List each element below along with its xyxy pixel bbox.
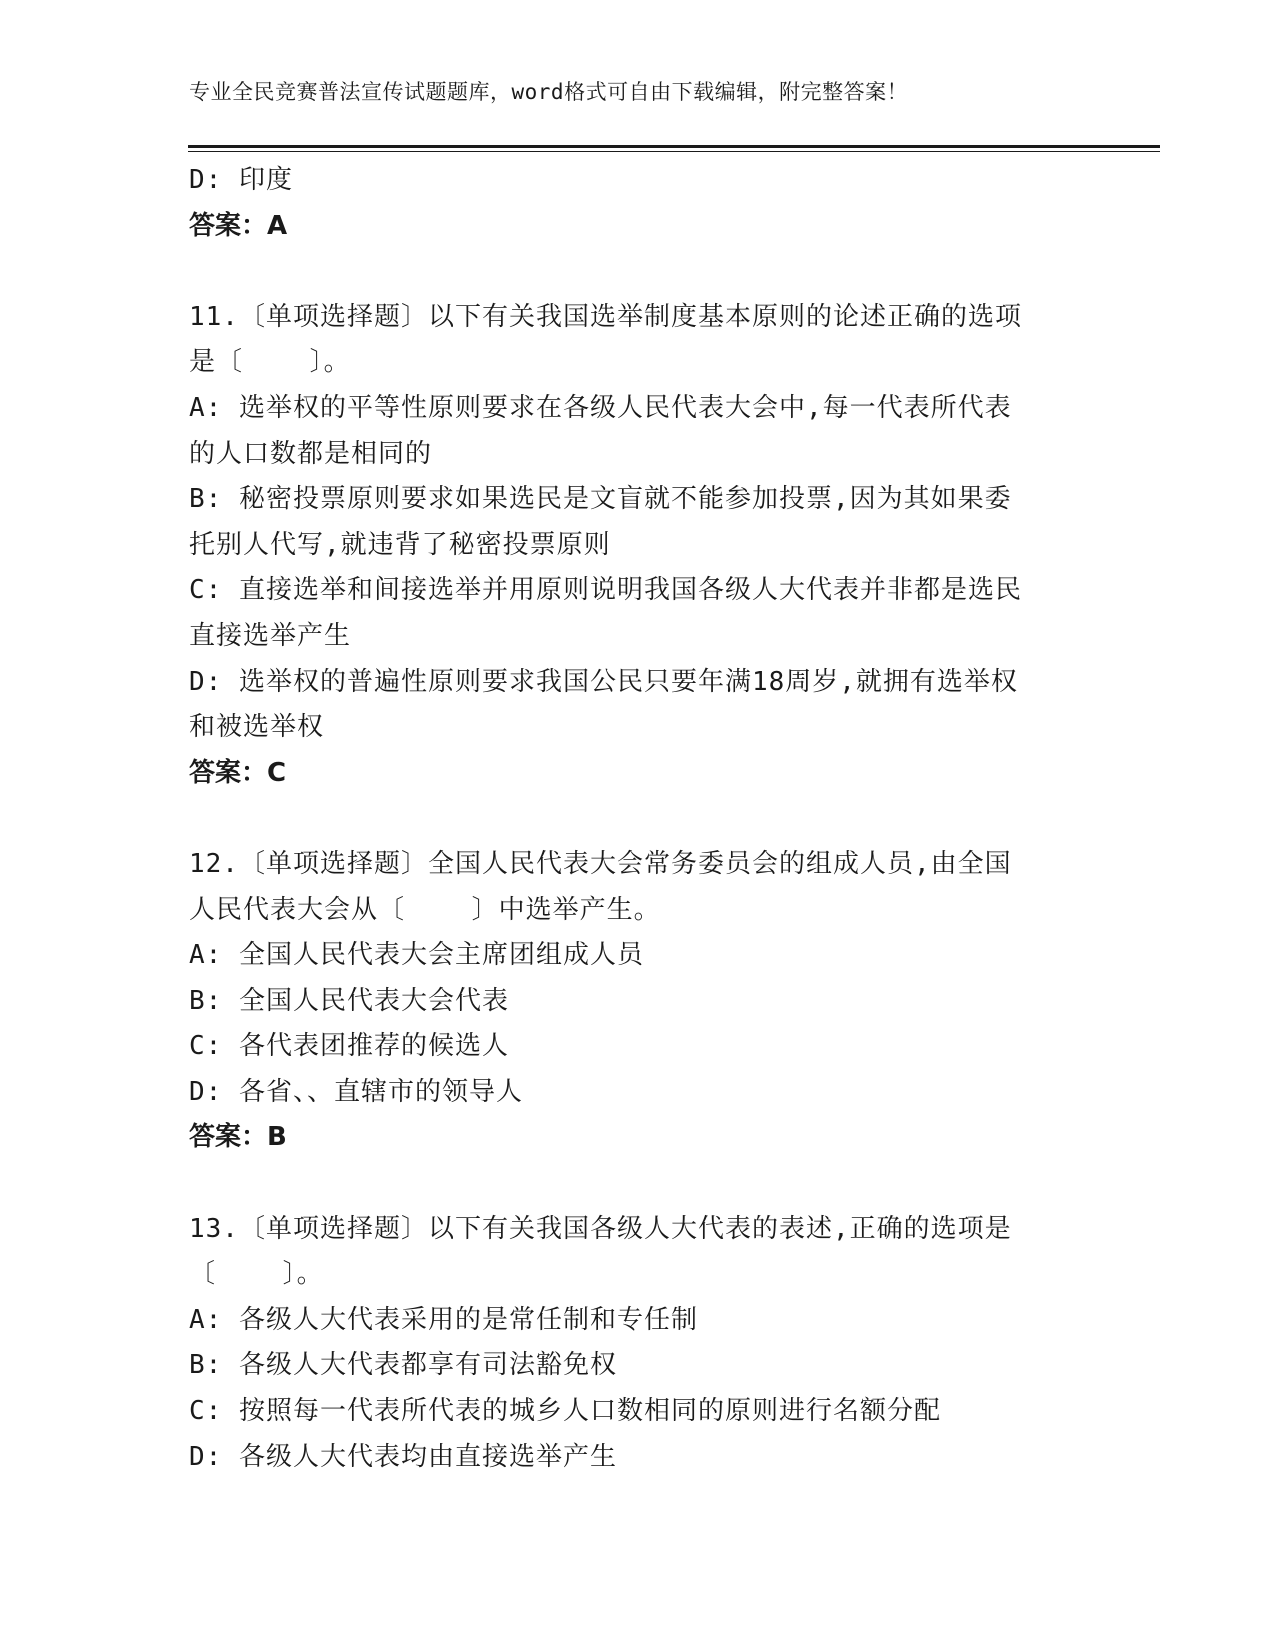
option-a: A: 选举权的平等性原则要求在各级人民代表大会中,每一代表所代表 (189, 392, 1012, 423)
option-a: A: 各级人大代表采用的是常任制和专任制 (189, 1304, 698, 1335)
question-stem: 人民代表大会从〔 〕中选举产生。 (189, 894, 661, 925)
question-stem: 〔 〕。 (189, 1259, 324, 1290)
header-rule-thin (188, 151, 1160, 152)
question-13 (189, 1207, 1089, 1481)
question-11 (189, 295, 1089, 797)
answer-line: 答案：C (189, 757, 287, 788)
spacer (189, 796, 1089, 842)
option-d: D: 选举权的普遍性原则要求我国公民只要年满18周岁,就拥有选举权 (189, 666, 1018, 697)
document-body (189, 158, 1089, 1480)
question-stem: 是〔 〕。 (189, 347, 351, 378)
spacer (189, 1161, 1089, 1207)
option-b: B: 全国人民代表大会代表 (189, 985, 509, 1016)
spacer (189, 249, 1089, 295)
option-d-cont: 和被选举权 (189, 712, 325, 743)
answer-line: 答案：B (189, 1122, 287, 1153)
page-header: 专业全民竞赛普法宣传试题题库，word格式可自由下载编辑，附完整答案！ (189, 80, 909, 104)
option-a: A: 全国人民代表大会主席团组成人员 (189, 940, 644, 971)
option-c: C: 按照每一代表所代表的城乡人口数相同的原则进行名额分配 (189, 1396, 941, 1427)
question-stem: 12.〔单项选择题〕全国人民代表大会常务委员会的组成人员,由全国 (189, 848, 1012, 879)
option-d: D: 各级人大代表均由直接选举产生 (189, 1441, 617, 1472)
answer-line: 答案：A (189, 210, 288, 241)
question-stem: 13.〔单项选择题〕以下有关我国各级人大代表的表述,正确的选项是 (189, 1213, 1012, 1244)
option-c-cont: 直接选举产生 (189, 620, 352, 651)
option-d: D: 各省、、直辖市的领导人 (189, 1076, 523, 1107)
header-rule-thick (188, 145, 1160, 148)
option-b-cont: 托别人代写,就违背了秘密投票原则 (189, 529, 611, 560)
option-a-cont: 的人口数都是相同的 (189, 438, 433, 469)
option-c: C: 直接选举和间接选举并用原则说明我国各级人大代表并非都是选民 (189, 575, 1022, 606)
option-c: C: 各代表团推荐的候选人 (189, 1031, 509, 1062)
question-12 (189, 842, 1089, 1161)
question-stem: 11.〔单项选择题〕以下有关我国选举制度基本原则的论述正确的选项 (189, 301, 1022, 332)
option-b: B: 各级人大代表都享有司法豁免权 (189, 1350, 617, 1381)
option-b: B: 秘密投票原则要求如果选民是文盲就不能参加投票,因为其如果委 (189, 484, 1012, 515)
option-d: D: 印度 (189, 165, 293, 195)
